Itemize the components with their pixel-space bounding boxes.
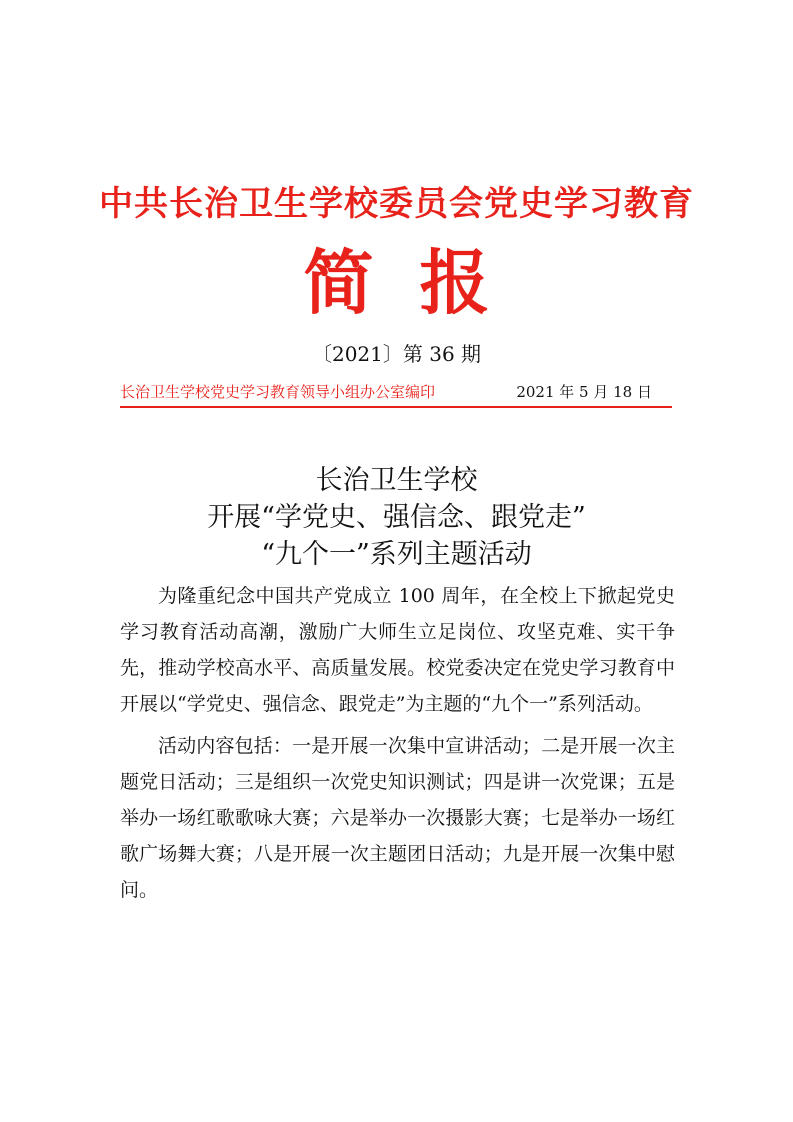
publication-date: 2021 年 5 月 18 日 [516,383,652,401]
article-headline [0,462,793,573]
publication-info [120,381,672,403]
paragraph-activities: 活动内容包括：一是开展一次集中宣讲活动；二是开展一次主题党日活动；三是组织一次党史知识测试；四是讲一次党课；五是举办一场红歌歌咏大赛；六是举办一次摄影大赛；七是举办一场红歌广场舞大赛；八是开展一次主题团日活动；九是开展一次集中慰问。 [120,735,675,901]
headline-line-3: “九个一”系列主题活动 [261,539,532,570]
headline-line-1: 长治卫生学校 [315,465,478,496]
paragraph-intro: 为隆重纪念中国共产党成立 100 周年，在全校上下掀起党史学习教育活动高潮，激励广大师生立足岗位、攻坚克难、实干争先，推动学校高水平、高质量发展。校党委决定在党史学习教育中开展以“学党史、强信念、跟党走”为主题的“九个一”系列活动。 [120,585,675,715]
headline-line-2: 开展“学党史、强信念、跟党走” [207,502,586,533]
organization-title: 中共长治卫生学校委员会党史学习教育 [99,184,694,224]
header-divider [120,406,672,408]
article-body [120,578,675,914]
issue-number: 〔2021〕第 36 期 [311,342,482,366]
bulletin-title: 简报 [303,241,536,324]
editor-office: 长治卫生学校党史学习教育领导小组办公室编印 [120,383,436,401]
